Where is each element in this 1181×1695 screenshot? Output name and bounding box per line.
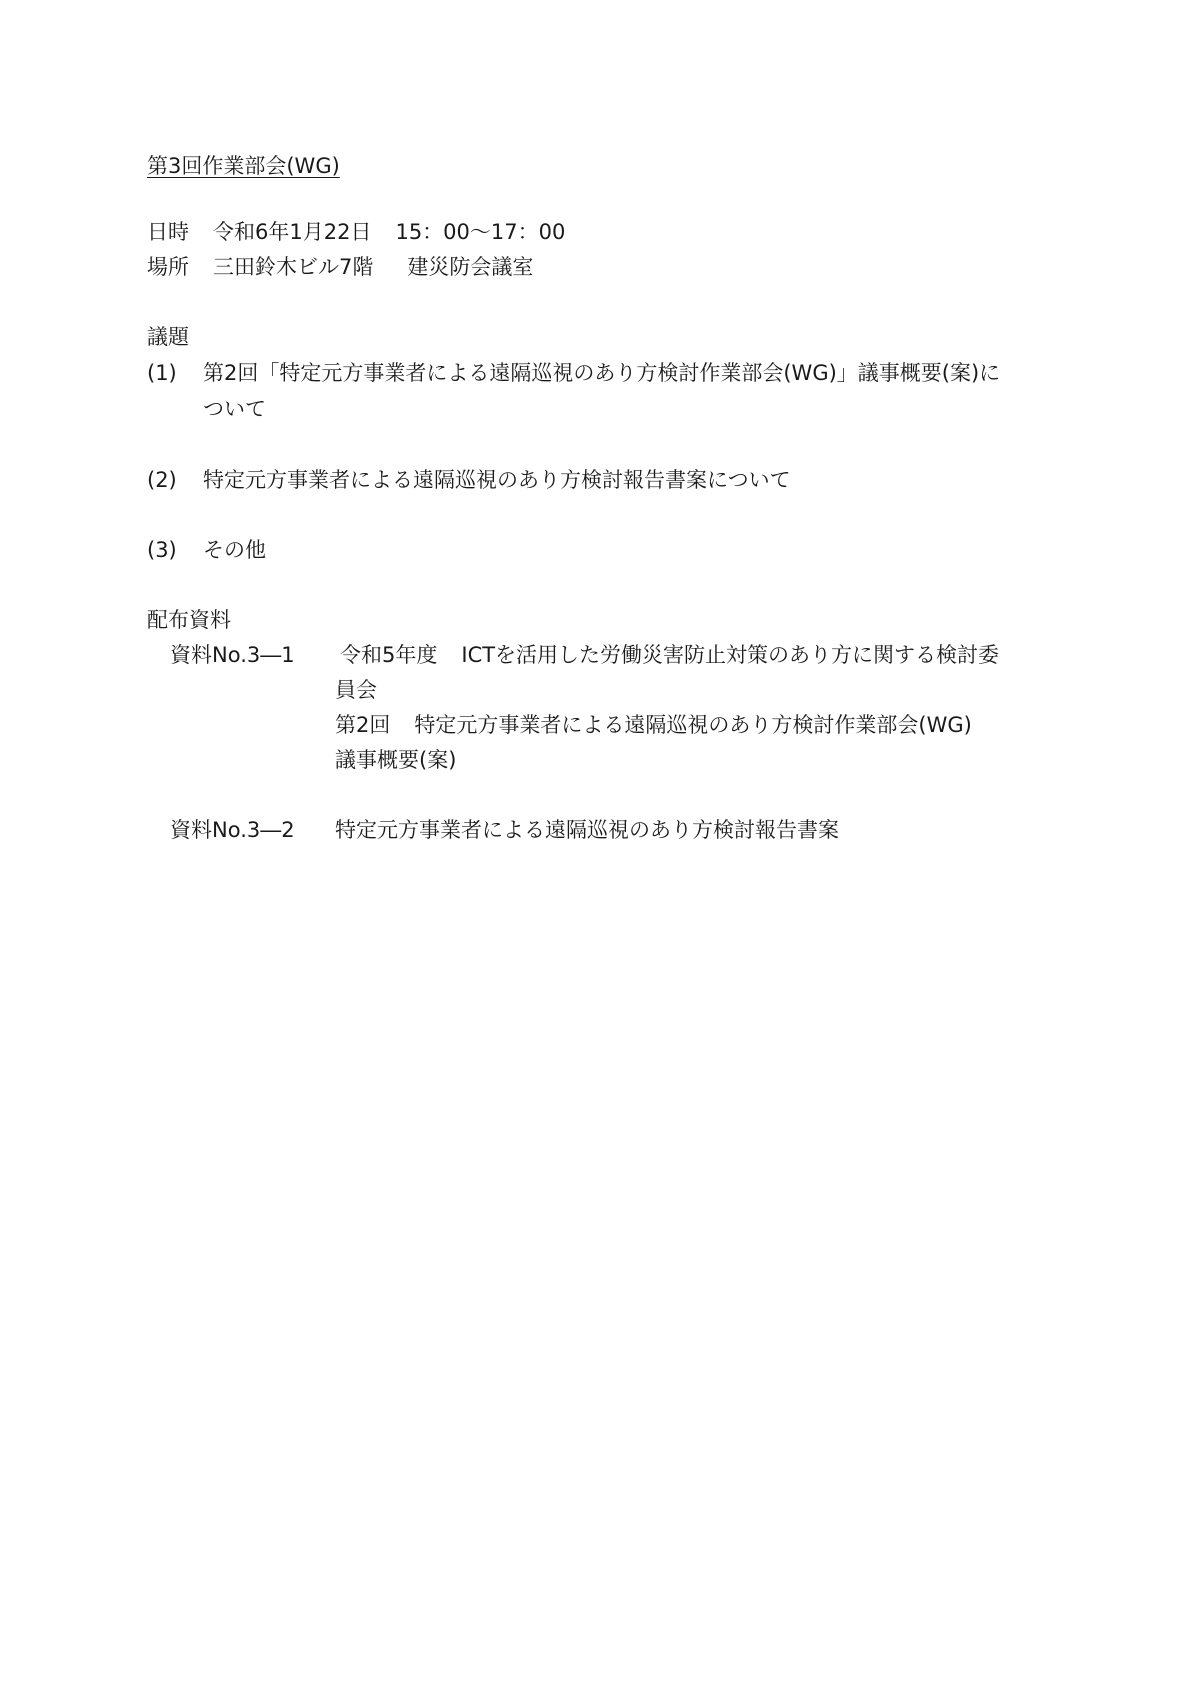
material-title-part: 令和5年度 xyxy=(340,643,438,667)
agenda-item-text-continued: ついて xyxy=(203,397,266,421)
material-title: 特定元方事業者による遠隔巡視のあり方検討報告書案 xyxy=(335,818,839,842)
material-title-continued: 員会 xyxy=(335,678,377,702)
meeting-date-row xyxy=(147,217,565,247)
meeting-place-row xyxy=(147,252,533,282)
agenda-item-text: 第2回「特定元方事業者による遠隔巡視のあり方検討作業部会(WG)」議事概要(案)に xyxy=(203,361,1001,385)
agenda-item-number: (1) xyxy=(147,361,177,385)
page-title: 第3回作業部会(WG) xyxy=(147,154,340,178)
room-value: 建災防会議室 xyxy=(407,255,534,279)
material-subtitle xyxy=(335,710,972,740)
place-label: 場所 xyxy=(147,255,189,279)
agenda-item-text: その他 xyxy=(203,538,266,562)
agenda-heading: 議題 xyxy=(147,325,189,349)
time-value: 15：00～17：00 xyxy=(395,220,566,244)
material-subtitle-part: 特定元方事業者による遠隔巡視のあり方検討作業部会(WG) xyxy=(414,713,972,737)
material-title xyxy=(340,640,999,670)
agenda-item-number: (2) xyxy=(147,468,177,492)
agenda-item-text: 特定元方事業者による遠隔巡視のあり方検討報告書案について xyxy=(203,468,791,492)
agenda-item-number: (3) xyxy=(147,538,177,562)
date-label: 日時 xyxy=(147,220,189,244)
material-code: 資料No.3―1 xyxy=(170,643,295,667)
material-code: 資料No.3―2 xyxy=(170,818,295,842)
materials-heading: 配布資料 xyxy=(147,608,231,632)
date-value: 令和6年1月22日 xyxy=(213,220,372,244)
material-title-part: ICTを活用した労働災害防止対策のあり方に関する検討委 xyxy=(461,643,1000,667)
place-value: 三田鈴木ビル7階 xyxy=(213,255,374,279)
material-subtitle-continued: 議事概要(案) xyxy=(335,748,457,772)
material-subtitle-part: 第2回 xyxy=(335,713,391,737)
